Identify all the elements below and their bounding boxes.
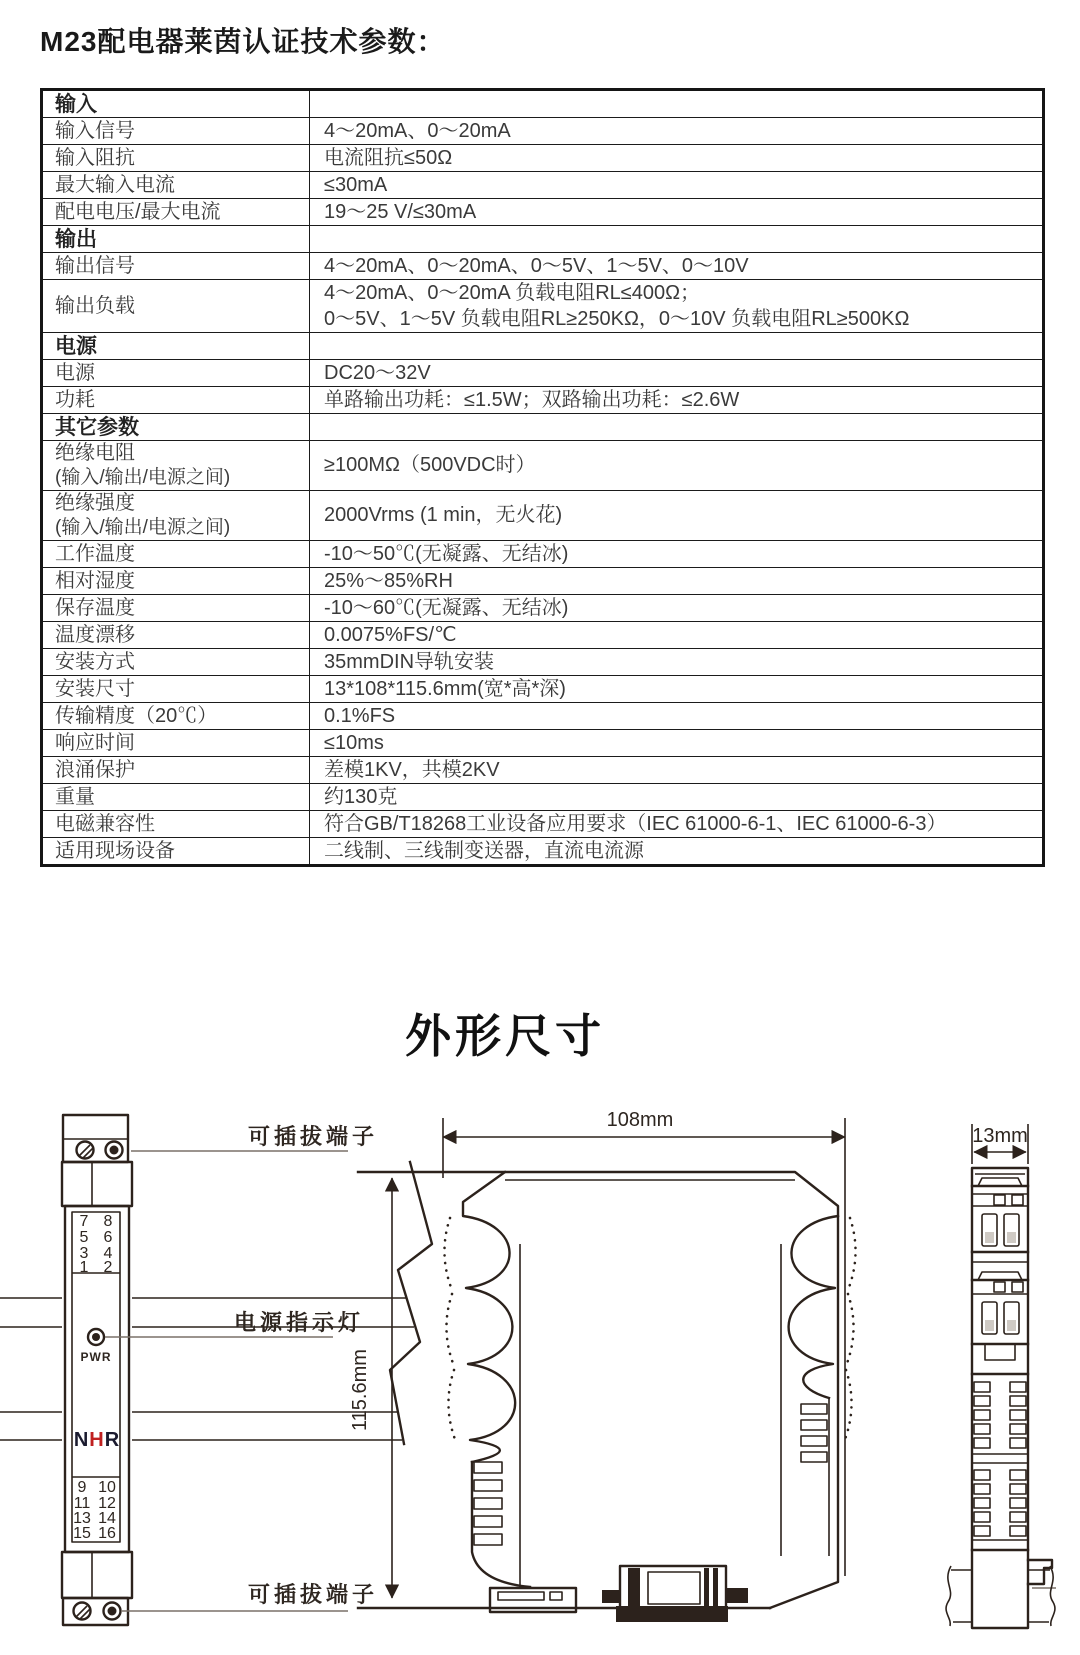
spec-label-cell: 电源 bbox=[42, 333, 310, 360]
terminal-numbers-bottom bbox=[73, 1479, 116, 1542]
spec-label-cell: 配电电压/最大电流 bbox=[42, 199, 310, 226]
spec-label-cell: 重量 bbox=[42, 784, 310, 811]
width-dimension bbox=[443, 1109, 845, 1576]
spec-value-cell: -10～60℃(无凝露、无结冰) bbox=[310, 595, 1044, 622]
nhr-logo: NHR bbox=[73, 1429, 121, 1451]
spec-value-cell: 差模1KV，共模2KV bbox=[310, 757, 1044, 784]
terminal-number: 5 bbox=[79, 1229, 89, 1246]
terminal-numbers-top bbox=[80, 1213, 113, 1276]
pwr-label: PWR bbox=[80, 1350, 112, 1364]
spec-value-cell: 电流阻抗≤50Ω bbox=[310, 145, 1044, 172]
end-view-vents bbox=[972, 1382, 1028, 1536]
side-view bbox=[349, 1109, 856, 1622]
spec-label-cell: 安装方式 bbox=[42, 649, 310, 676]
width-dim-label: 108mm bbox=[606, 1109, 674, 1131]
screw-icon bbox=[106, 1142, 123, 1159]
rail-break-line bbox=[390, 1162, 432, 1444]
spec-value-cell: 19～25 V/≤30mA bbox=[310, 199, 1044, 226]
page-title: M23配电器莱茵认证技术参数： bbox=[40, 26, 446, 57]
spec-label-cell: 其它参数 bbox=[42, 414, 310, 441]
spec-label-cell: 浪涌保护 bbox=[42, 757, 310, 784]
spec-value-cell: 25%～85%RH bbox=[310, 568, 1044, 595]
clip-tab bbox=[1028, 1560, 1052, 1584]
spec-label-cell: 电源 bbox=[42, 360, 310, 387]
depth-dimension bbox=[972, 1124, 1028, 1164]
spec-value-cell: ≤10ms bbox=[310, 730, 1044, 757]
terminal-number: 3 bbox=[79, 1245, 89, 1262]
spec-value-cell: 约130克 bbox=[310, 784, 1044, 811]
spec-value-cell: ≤30mA bbox=[310, 172, 1044, 199]
depth-dim-label: 13mm bbox=[972, 1125, 1028, 1147]
terminal-number: 11 bbox=[73, 1495, 91, 1512]
spec-label-cell: 温度漂移 bbox=[42, 622, 310, 649]
spec-value-cell: 二线制、三线制变送器，直流电流源 bbox=[310, 838, 1044, 866]
spec-label: 绝缘强度 bbox=[55, 492, 135, 514]
spec-label-cell: 输出信号 bbox=[42, 253, 310, 280]
power-led-icon bbox=[88, 1329, 104, 1345]
screw-icon bbox=[74, 1603, 91, 1620]
end-view bbox=[946, 1124, 1056, 1628]
terminal-number: 14 bbox=[98, 1510, 116, 1527]
spec-value-cell: 0.0075%FS/℃ bbox=[310, 622, 1044, 649]
spec-label-cell: 输入阻抗 bbox=[42, 145, 310, 172]
din-clip bbox=[490, 1566, 748, 1622]
terminal-number: 10 bbox=[98, 1479, 116, 1496]
screw-icon bbox=[104, 1603, 121, 1620]
terminal-number: 2 bbox=[103, 1259, 113, 1276]
spec-label-cell: 响应时间 bbox=[42, 730, 310, 757]
power-led-label: 电源指示灯 bbox=[234, 1310, 365, 1335]
spec-value-cell: 35mmDIN导轨安装 bbox=[310, 649, 1044, 676]
spec-value-cell: 0.1%FS bbox=[310, 703, 1044, 730]
spec-value-cell: 4～20mA、0～20mA bbox=[310, 118, 1044, 145]
height-dim-label: 115.6mm bbox=[349, 1349, 371, 1431]
spec-label-cell: 相对湿度 bbox=[42, 568, 310, 595]
spec-label-cell: 电磁兼容性 bbox=[42, 811, 310, 838]
spec-value-cell: 单路输出功耗：≤1.5W；双路输出功耗：≤2.6W bbox=[310, 387, 1044, 414]
terminal-number: 9 bbox=[77, 1479, 87, 1496]
terminal-cover-right bbox=[789, 1216, 838, 1398]
terminal-number: 8 bbox=[103, 1213, 113, 1230]
spec-label-cell: 工作温度 bbox=[42, 541, 310, 568]
terminal-number: 13 bbox=[73, 1510, 91, 1527]
terminal-number: 7 bbox=[79, 1213, 89, 1230]
spec-label-cell: 输出负载 bbox=[42, 280, 310, 333]
spec-label-cell: 功耗 bbox=[42, 387, 310, 414]
spec-label-cell: 安装尺寸 bbox=[42, 676, 310, 703]
height-dimension bbox=[349, 1178, 392, 1598]
vent-slots bbox=[474, 1404, 827, 1545]
spec-label: 绝缘电阻 bbox=[55, 442, 135, 464]
terminal-label-bottom: 可插拔端子 bbox=[248, 1582, 379, 1607]
screw-icon bbox=[77, 1142, 94, 1159]
spec-label-cell: 输出 bbox=[42, 226, 310, 253]
terminal-number: 16 bbox=[98, 1525, 116, 1542]
spec-value-cell: 符合GB/T18268工业设备应用要求（IEC 61000-6-1、IEC 61000-6-3） bbox=[310, 811, 1044, 838]
spec-label-cell: 输入信号 bbox=[42, 118, 310, 145]
terminal-cover-left bbox=[463, 1172, 515, 1462]
callouts bbox=[105, 1124, 378, 1611]
terminal-number: 15 bbox=[73, 1525, 91, 1542]
terminal-number: 1 bbox=[79, 1259, 89, 1276]
spec-label-cell: 适用现场设备 bbox=[42, 838, 310, 866]
spec-label-cell: 传输精度（20℃） bbox=[42, 703, 310, 730]
spec-label-cell: 输入 bbox=[42, 90, 310, 118]
spec-sublabel: (输入/输出/电源之间) bbox=[55, 517, 231, 538]
spec-value-cell: -10～50℃(无凝露、无结冰) bbox=[310, 541, 1044, 568]
spec-value-cell: DC20～32V bbox=[310, 360, 1044, 387]
value-line: 0～5V、1～5V 负载电阻RL≥250KΩ，0～10V 负载电阻RL≥500KΩ bbox=[324, 308, 910, 330]
rail-cross-section bbox=[946, 1566, 1055, 1626]
spec-value-cell: 13*108*115.6mm(宽*高*深) bbox=[310, 676, 1044, 703]
spec-value-cell: ≥100MΩ（500VDC时） bbox=[310, 441, 1044, 491]
spec-value-cell: 4～20mA、0～20mA、0～5V、1～5V、0～10V bbox=[310, 253, 1044, 280]
spec-sublabel: (输入/输出/电源之间) bbox=[55, 467, 231, 488]
spec-label-cell: 最大输入电流 bbox=[42, 172, 310, 199]
terminal-number: 4 bbox=[103, 1245, 113, 1262]
dimensions-heading: 外形尺寸 bbox=[405, 1010, 605, 1062]
value-line: 4～20mA、0～20mA 负载电阻RL≤400Ω； bbox=[324, 282, 701, 304]
spec-value-cell: 2000Vrms (1 min，无火花) bbox=[310, 491, 1044, 541]
spec-label-cell: 保存温度 bbox=[42, 595, 310, 622]
terminal-number: 6 bbox=[103, 1229, 113, 1246]
terminal-number: 12 bbox=[98, 1495, 116, 1512]
terminal-label-top: 可插拔端子 bbox=[248, 1124, 379, 1149]
